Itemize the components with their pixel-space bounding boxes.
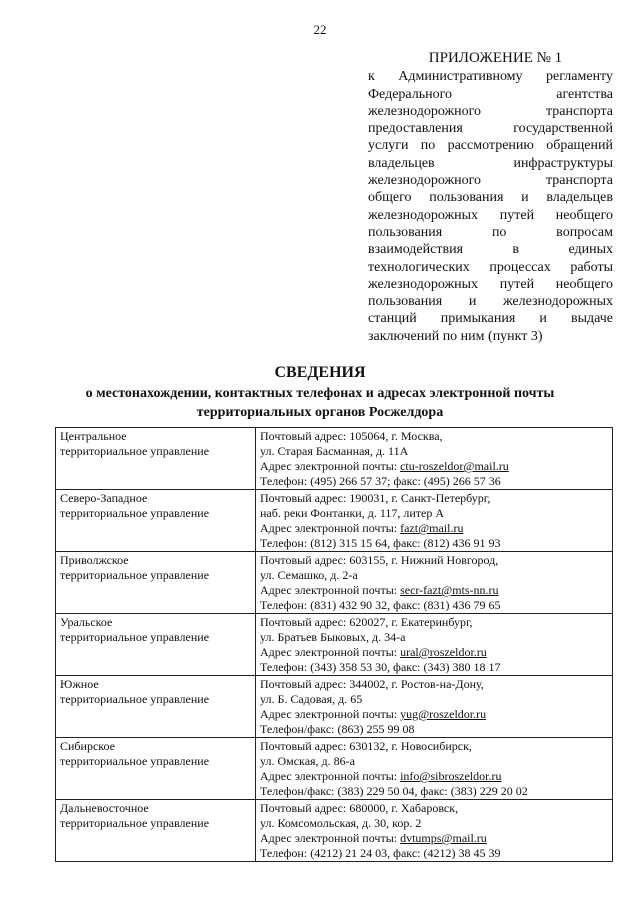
postal-address: Почтовый адрес: 105064, г. Москва, bbox=[260, 429, 443, 443]
street-address: ул. Омская, д. 86-а bbox=[260, 754, 355, 768]
phone-line: Телефон/факс: (863) 255 99 08 bbox=[260, 722, 415, 736]
appendix-line: железнодорожных путей необщего bbox=[368, 207, 613, 223]
office-name-cell bbox=[56, 552, 256, 614]
table-row bbox=[56, 800, 613, 862]
offices-table bbox=[55, 427, 613, 862]
office-contacts-cell bbox=[256, 738, 613, 800]
office-name: Дальневосточное bbox=[60, 801, 149, 815]
office-type: территориальное управление bbox=[60, 754, 210, 768]
email-label: Адрес электронной почты: bbox=[260, 459, 401, 473]
heading-subtitle-line: о местонахождении, контактных телефонах и адресах электронной почты bbox=[85, 386, 555, 401]
office-name: Сибирское bbox=[60, 739, 115, 753]
heading-title: СВЕДЕНИЯ bbox=[274, 364, 366, 381]
email-label: Адрес электронной почты: bbox=[260, 645, 401, 659]
appendix-line: общего пользования и владельцев bbox=[368, 190, 613, 206]
office-name-cell bbox=[56, 738, 256, 800]
office-name-cell bbox=[56, 676, 256, 738]
postal-address: Почтовый адрес: 603155, г. Нижний Новгород, bbox=[260, 553, 499, 567]
email-link[interactable]: dvtumps@mail.ru bbox=[400, 831, 487, 845]
table-row bbox=[56, 614, 613, 676]
street-address: ул. Семашко, д. 2-а bbox=[260, 568, 358, 582]
appendix-line: пользования по вопросам bbox=[368, 224, 613, 240]
email-link[interactable]: info@sibroszeldor.ru bbox=[400, 769, 502, 783]
email-line bbox=[260, 583, 608, 598]
appendix-line: взаимодействия в единых bbox=[368, 242, 613, 258]
table-row bbox=[56, 552, 613, 614]
phone-line: Телефон: (831) 432 90 32, факс: (831) 436 79 65 bbox=[260, 598, 501, 612]
table-row bbox=[56, 490, 613, 552]
postal-address: Почтовый адрес: 344002, г. Ростов-на-Дону, bbox=[260, 677, 484, 691]
office-type: территориальное управление bbox=[60, 692, 210, 706]
office-contacts-cell bbox=[256, 614, 613, 676]
email-link[interactable]: yug@roszeldor.ru bbox=[400, 707, 487, 721]
table-row bbox=[56, 738, 613, 800]
appendix-line: услуги по рассмотрению обращений bbox=[368, 138, 613, 154]
phone-line: Телефон: (812) 315 15 64, факс: (812) 436 91 93 bbox=[260, 536, 501, 550]
email-label: Адрес электронной почты: bbox=[260, 521, 401, 535]
office-contacts-cell bbox=[256, 490, 613, 552]
office-name: Уральское bbox=[60, 615, 113, 629]
office-name: Приволжское bbox=[60, 553, 129, 567]
phone-line: Телефон: (495) 266 57 37; факс: (495) 266 57 36 bbox=[260, 474, 501, 488]
heading-subtitle-line: территориальных органов Росжелдора bbox=[196, 405, 444, 420]
postal-address: Почтовый адрес: 190031, г. Санкт-Петербург, bbox=[260, 491, 491, 505]
office-name-cell bbox=[56, 428, 256, 490]
street-address: ул. Старая Басманная, д. 11А bbox=[260, 444, 409, 458]
email-link[interactable]: fazt@mail.ru bbox=[400, 521, 464, 535]
office-type: территориальное управление bbox=[60, 506, 210, 520]
page-number: 22 bbox=[313, 22, 327, 37]
email-label: Адрес электронной почты: bbox=[260, 583, 401, 597]
office-type: территориальное управление bbox=[60, 444, 210, 458]
phone-line: Телефон: (4212) 21 24 03, факс: (4212) 38 45 39 bbox=[260, 846, 501, 860]
office-name-cell bbox=[56, 614, 256, 676]
email-line bbox=[260, 645, 608, 660]
appendix-line: станций примыкания и выдаче bbox=[368, 311, 613, 327]
email-link[interactable]: ural@roszeldor.ru bbox=[400, 645, 487, 659]
office-type: территориальное управление bbox=[60, 630, 210, 644]
office-name: Северо-Западное bbox=[60, 491, 148, 505]
appendix-line: пользования и железнодорожных bbox=[368, 294, 613, 310]
appendix-line: технологических процессах работы bbox=[368, 259, 613, 275]
office-contacts-cell bbox=[256, 428, 613, 490]
email-link[interactable]: ctu-roszeldor@mail.ru bbox=[400, 459, 509, 473]
email-label: Адрес электронной почты: bbox=[260, 769, 401, 783]
email-label: Адрес электронной почты: bbox=[260, 707, 401, 721]
table-row bbox=[56, 428, 613, 490]
office-contacts-cell bbox=[256, 800, 613, 862]
email-link[interactable]: secr-fazt@mts-nn.ru bbox=[400, 583, 499, 597]
office-name-cell bbox=[56, 800, 256, 862]
office-name: Центральное bbox=[60, 429, 127, 443]
street-address: ул. Б. Садовая, д. 65 bbox=[260, 692, 363, 706]
email-line bbox=[260, 707, 608, 722]
office-name-cell bbox=[56, 490, 256, 552]
email-line bbox=[260, 769, 608, 784]
postal-address: Почтовый адрес: 620027, г. Екатеринбург, bbox=[260, 615, 473, 629]
postal-address: Почтовый адрес: 680000, г. Хабаровск, bbox=[260, 801, 459, 815]
office-type: территориальное управление bbox=[60, 568, 210, 582]
postal-address: Почтовый адрес: 630132, г. Новосибирск, bbox=[260, 739, 472, 753]
street-address: ул. Братьев Быковых, д. 34-а bbox=[260, 630, 406, 644]
appendix-line: к Административному регламенту bbox=[368, 69, 613, 85]
appendix-line: Федерального агентства bbox=[368, 86, 613, 102]
appendix-line: заключений по ним (пункт 3) bbox=[368, 328, 543, 344]
office-name: Южное bbox=[60, 677, 99, 691]
appendix-line: предоставления государственной bbox=[368, 121, 613, 137]
appendix-line: железнодорожных путей необщего bbox=[368, 276, 613, 292]
office-type: территориальное управление bbox=[60, 816, 210, 830]
email-line bbox=[260, 521, 608, 536]
phone-line: Телефон/факс: (383) 229 50 04, факс: (383) 229 20 02 bbox=[260, 784, 528, 798]
office-contacts-cell bbox=[256, 676, 613, 738]
email-line bbox=[260, 459, 608, 474]
street-address: наб. реки Фонтанки, д. 117, литер А bbox=[260, 506, 445, 520]
street-address: ул. Комсомольская, д. 30, кор. 2 bbox=[260, 816, 422, 830]
document-heading bbox=[0, 362, 640, 422]
office-contacts-cell bbox=[256, 552, 613, 614]
appendix-line: железнодорожного транспорта bbox=[368, 103, 613, 119]
appendix-title: ПРИЛОЖЕНИЕ № 1 bbox=[428, 50, 563, 66]
appendix-line: железнодорожного транспорта bbox=[368, 173, 613, 189]
email-line bbox=[260, 831, 608, 846]
table-row bbox=[56, 676, 613, 738]
phone-line: Телефон: (343) 358 53 30, факс: (343) 380 18 17 bbox=[260, 660, 501, 674]
appendix-line: владельцев инфраструктуры bbox=[368, 155, 613, 171]
email-label: Адрес электронной почты: bbox=[260, 831, 401, 845]
appendix-block bbox=[368, 50, 613, 345]
